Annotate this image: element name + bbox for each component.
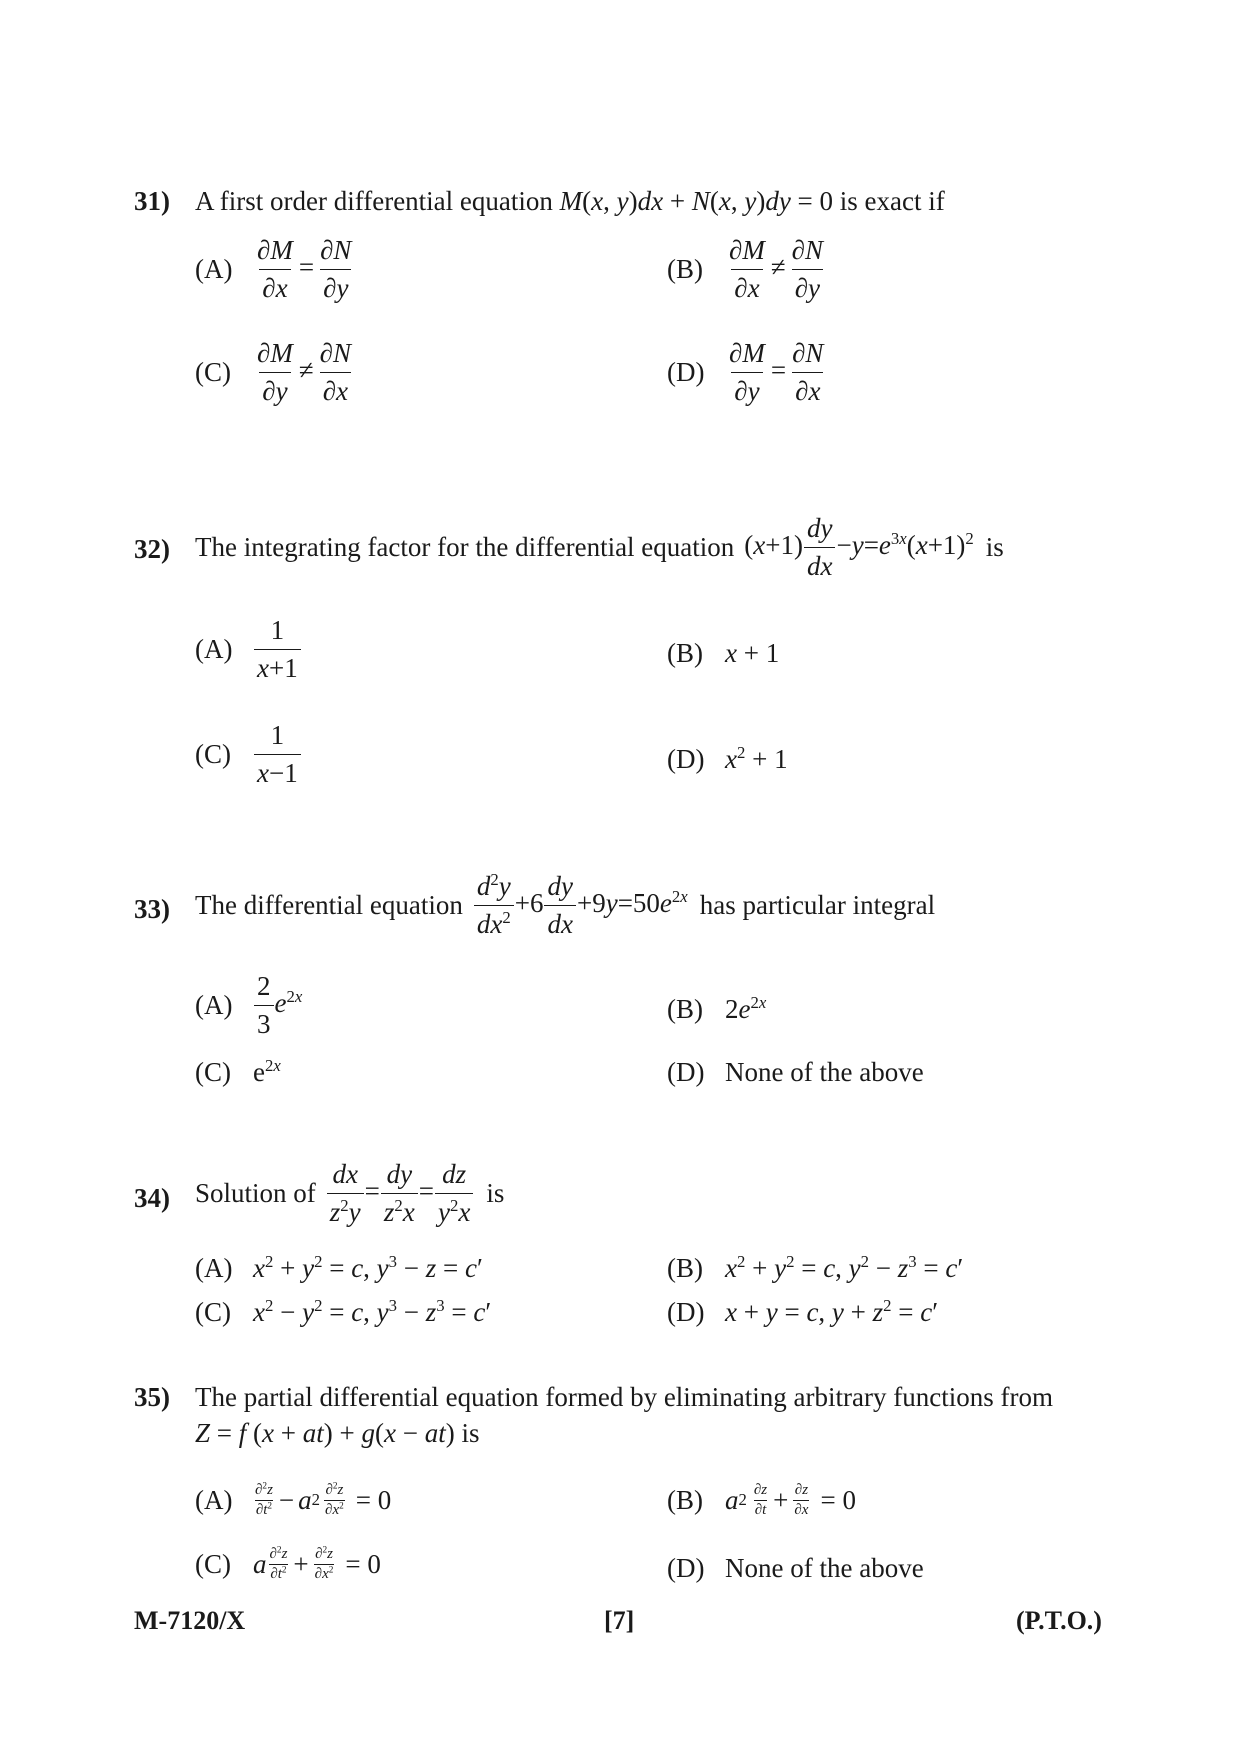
- option-b[interactable]: [667, 236, 827, 303]
- option-d[interactable]: [667, 1057, 924, 1088]
- option-c[interactable]: [195, 1297, 491, 1328]
- option-math: $\frac{1}{x+1}$: [253, 616, 302, 683]
- option-d[interactable]: [667, 339, 827, 406]
- option-b[interactable]: [667, 994, 766, 1025]
- option-b[interactable]: [667, 638, 779, 669]
- stem-end: is: [985, 532, 1004, 563]
- option-label: (A): [195, 634, 233, 665]
- option-math: a $\frac{\partial^2z}{\partial t^2}$ + $\frac{\partial^2z}{\partial x^2}$ = 0: [253, 1545, 381, 1582]
- option-c[interactable]: [195, 1057, 281, 1088]
- option-math: $e^{2x}$: [253, 1055, 281, 1087]
- option-label: (C): [195, 1548, 231, 1579]
- option-label: (D): [667, 1297, 705, 1327]
- option-label: (B): [667, 1253, 703, 1283]
- option-math: x + 1: [725, 638, 780, 668]
- question-number: 33): [134, 894, 170, 924]
- option-label: (A): [195, 990, 233, 1021]
- option-math: x + y = c, $y + z^2 = c'$: [725, 1295, 939, 1327]
- option-d[interactable]: [667, 1297, 938, 1328]
- option-label: (B): [667, 994, 703, 1024]
- option-c[interactable]: [195, 721, 302, 788]
- option-label: (A): [195, 254, 233, 285]
- question-stem: [195, 1160, 504, 1227]
- option-label: (B): [667, 638, 703, 668]
- option-label: (C): [195, 357, 231, 388]
- option-label: (C): [195, 739, 231, 770]
- question-stem: [195, 869, 936, 939]
- option-math: $2e^{2x}$: [725, 992, 767, 1024]
- option-math: $\frac{\partial M}{\partial y}$ = $\frac{\partial N}{\partial x}$: [729, 338, 824, 406]
- option-label: (B): [667, 254, 703, 285]
- option-math: $\frac{\partial M}{\partial x}$ ≠ $\frac{\partial N}{\partial y}$: [729, 235, 824, 303]
- option-a[interactable]: [195, 1482, 391, 1518]
- option-math: $x^2 - y^2 = c$, $y^3 - z^3 = c'$: [253, 1295, 492, 1327]
- option-a[interactable]: [195, 616, 302, 683]
- option-math: $\frac{\partial M}{\partial x}$ = $\frac{\partial N}{\partial y}$: [257, 235, 352, 303]
- question-stem-line-1: The partial differential equation formed by eliminating arbitrary functions from: [195, 1382, 1053, 1412]
- option-label: (D): [667, 744, 705, 774]
- option-math: a 2 $\frac{\partial z}{\partial t}$ + $\frac{\partial z}{\partial x}$ = 0: [725, 1482, 856, 1518]
- question-stem: A first order differential equation M(x, y)dx + N(x, y)dy = 0 is exact if: [195, 186, 945, 216]
- paper-code: M-7120/X: [134, 1606, 246, 1635]
- please-turn-over: (P.T.O.): [1016, 1606, 1102, 1635]
- option-d[interactable]: [667, 1553, 924, 1584]
- option-label: (D): [667, 357, 705, 388]
- option-label: (B): [667, 1484, 703, 1515]
- option-text: None of the above: [725, 1057, 924, 1087]
- stem-end: is: [486, 1178, 505, 1209]
- page-number: [7]: [604, 1606, 635, 1635]
- option-text: None of the above: [725, 1553, 924, 1583]
- option-c[interactable]: [195, 1546, 381, 1582]
- stem-text: The differential equation: [195, 890, 463, 921]
- option-math: $x^2 + 1$: [725, 742, 788, 774]
- stem-end: has particular integral: [699, 890, 936, 921]
- option-c[interactable]: [195, 339, 355, 406]
- option-label: (A): [195, 1484, 233, 1515]
- question-stem-line-2: Z = f (x + at) + g(x − at) is: [195, 1418, 480, 1448]
- option-b[interactable]: [667, 1482, 856, 1518]
- option-math: $\frac{\partial M}{\partial y}$ ≠ $\frac{\partial N}{\partial x}$: [257, 338, 352, 406]
- option-math: $x^2 + y^2 = c$, $y^2 - z^3 = c'$: [725, 1251, 964, 1283]
- option-a[interactable]: [195, 972, 302, 1039]
- option-math: $\frac{\partial^2z}{\partial t^2}$ − a 2 $\frac{\partial^2z}{\partial x^2}$ = 0: [255, 1481, 392, 1518]
- stem-math: $\frac{d^2y}{dx^2}$ +6 $\frac{dy}{dx}$ $+9y=50e^{2x}$: [473, 872, 688, 939]
- question-number: 34): [134, 1183, 170, 1213]
- option-math: $\frac{2}{3}$ $e^{2x}$: [253, 972, 302, 1039]
- option-label: (D): [667, 1553, 705, 1583]
- option-a[interactable]: [195, 236, 355, 303]
- option-b[interactable]: [667, 1253, 963, 1284]
- question-stem: [195, 514, 1004, 581]
- stem-text: The integrating factor for the differential equation: [195, 532, 735, 563]
- option-math: $\frac{1}{x-1}$: [253, 721, 302, 788]
- option-a[interactable]: [195, 1253, 483, 1284]
- option-label: (C): [195, 1297, 231, 1327]
- stem-math: (x+1) $\frac{dy}{dx}$ $-y=e^{3x}(x+1)^2$: [744, 513, 974, 581]
- option-label: (C): [195, 1057, 231, 1087]
- stem-math: $\frac{dx}{z^2y}$ = $\frac{dy}{z^2x}$ = $\frac{dz}{y^2x}$: [326, 1160, 475, 1227]
- question-number: 32): [134, 534, 170, 564]
- option-math: $x^2 + y^2 = c$, $y^3 - z = c'$: [253, 1251, 483, 1283]
- option-label: (D): [667, 1057, 705, 1087]
- option-d[interactable]: [667, 744, 788, 775]
- question-number: 35): [134, 1382, 170, 1412]
- stem-text: Solution of: [195, 1178, 316, 1209]
- question-number: 31): [134, 186, 170, 216]
- option-label: (A): [195, 1253, 233, 1283]
